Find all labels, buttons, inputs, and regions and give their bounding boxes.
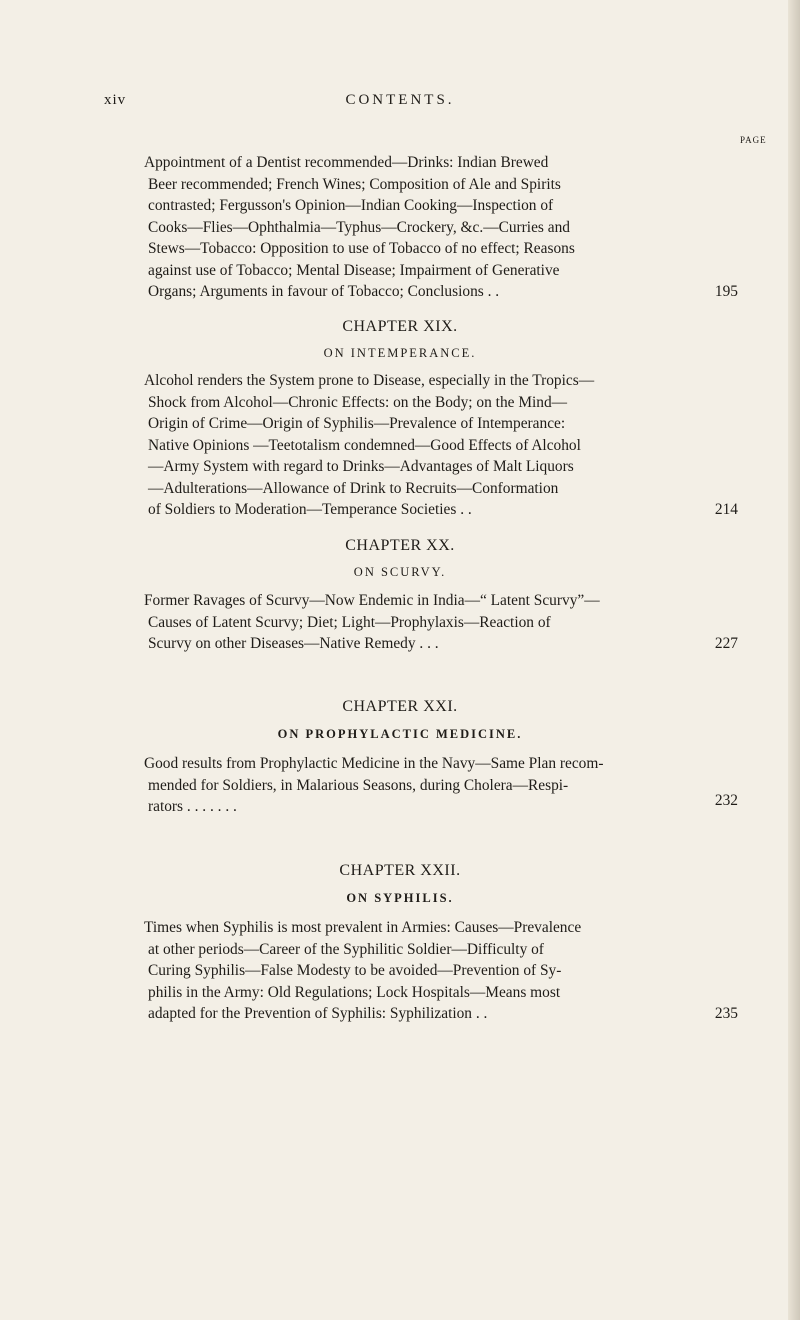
chapter-title: CHAPTER XXII.	[339, 862, 461, 879]
entry-line: Curing Syphilis—False Modesty to be avoided—Prevention of Sy-	[148, 962, 562, 979]
chapter-subject: ON SYPHILIS.	[346, 891, 454, 905]
entry-line: Stews—Tobacco: Opposition to use of Tobacco of no effect; Reasons	[148, 240, 575, 257]
entry-line: Cooks—Flies—Ophthalmia—Typhus—Crockery, &c.—Curries and	[148, 218, 570, 236]
continued-entry	[144, 152, 738, 303]
page-edge-shadow	[788, 0, 800, 1320]
entry-line: Good results from Prophylactic Medicine in the Navy—Same Plan recom-	[144, 755, 604, 772]
chapter-entry	[144, 370, 738, 521]
entry-line: contrasted; Fergusson's Opinion—Indian Cooking—Inspection of	[148, 197, 554, 214]
entry-line: of Soldiers to Moderation—Temperance Societies . .	[148, 501, 472, 518]
entry-line: Appointment of a Dentist recommended—Drinks: Indian Brewed	[144, 154, 549, 171]
running-title: CONTENTS.	[345, 92, 455, 108]
entry-line: Organs; Arguments in favour of Tobacco; Conclusions . .	[148, 283, 500, 300]
entry-line: Causes of Latent Scurvy; Diet; Light—Prophylaxis—Reaction of	[148, 613, 551, 631]
entry-line: Scurvy on other Diseases—Native Remedy . . .	[148, 635, 439, 652]
entry-line: Shock from Alcohol—Chronic Effects: on the Body; on the Mind—	[148, 393, 568, 411]
entry-line: Former Ravages of Scurvy—Now Endemic in India—“ Latent Scurvy”—	[144, 592, 600, 609]
entry-line: rators . . . . . . .	[148, 798, 237, 815]
entry-line: Alcohol renders the System prone to Disease, especially in the Tropics—	[144, 372, 595, 389]
page-header	[0, 92, 800, 116]
page-number: 235	[714, 1005, 738, 1022]
page-column-label: PAGE	[740, 135, 767, 145]
chapter-title: CHAPTER XX.	[345, 537, 455, 554]
entry-line: Beer recommended; French Wines; Composition of Ale and Spirits	[148, 175, 561, 193]
page-number: 227	[714, 635, 738, 652]
chapter-title: CHAPTER XIX.	[342, 318, 458, 335]
page-number: 232	[714, 792, 738, 809]
page-number: 214	[714, 501, 738, 518]
entry-line: philis in the Army: Old Regulations; Lock Hospitals—Means most	[148, 983, 561, 1001]
chapter-title: CHAPTER XXI.	[342, 698, 458, 715]
entry-line: at other periods—Career of the Syphilitic Soldier—Difficulty of	[148, 940, 544, 958]
chapter-entry	[144, 753, 738, 818]
chapter-entry	[144, 917, 738, 1025]
entry-line: adapted for the Prevention of Syphilis: Syphilization . .	[148, 1005, 488, 1022]
chapter-subject: ON PROPHYLACTIC MEDICINE.	[277, 727, 523, 741]
entry-line: against use of Tobacco; Mental Disease; Impairment of Generative	[148, 261, 560, 279]
entry-line: Origin of Crime—Origin of Syphilis—Prevalence of Intemperance:	[148, 415, 566, 432]
entry-line: mended for Soldiers, in Malarious Seasons, during Cholera—Respi-	[148, 776, 569, 794]
page-number: 195	[714, 283, 738, 300]
entry-line: Times when Syphilis is most prevalent in Armies: Causes—Prevalence	[144, 919, 582, 936]
entry-line: Native Opinions —Teetotalism condemned—Good Effects of Alcohol	[148, 436, 581, 454]
entry-line: —Adulterations—Allowance of Drink to Recruits—Conformation	[148, 479, 559, 497]
entry-line: —Army System with regard to Drinks—Advantages of Malt Liquors	[148, 458, 574, 475]
folio: xiv	[104, 92, 127, 108]
chapter-entry	[144, 590, 738, 655]
chapter-subject: ON INTEMPERANCE.	[323, 346, 477, 360]
chapter-subject: ON SCURVY.	[353, 565, 447, 579]
